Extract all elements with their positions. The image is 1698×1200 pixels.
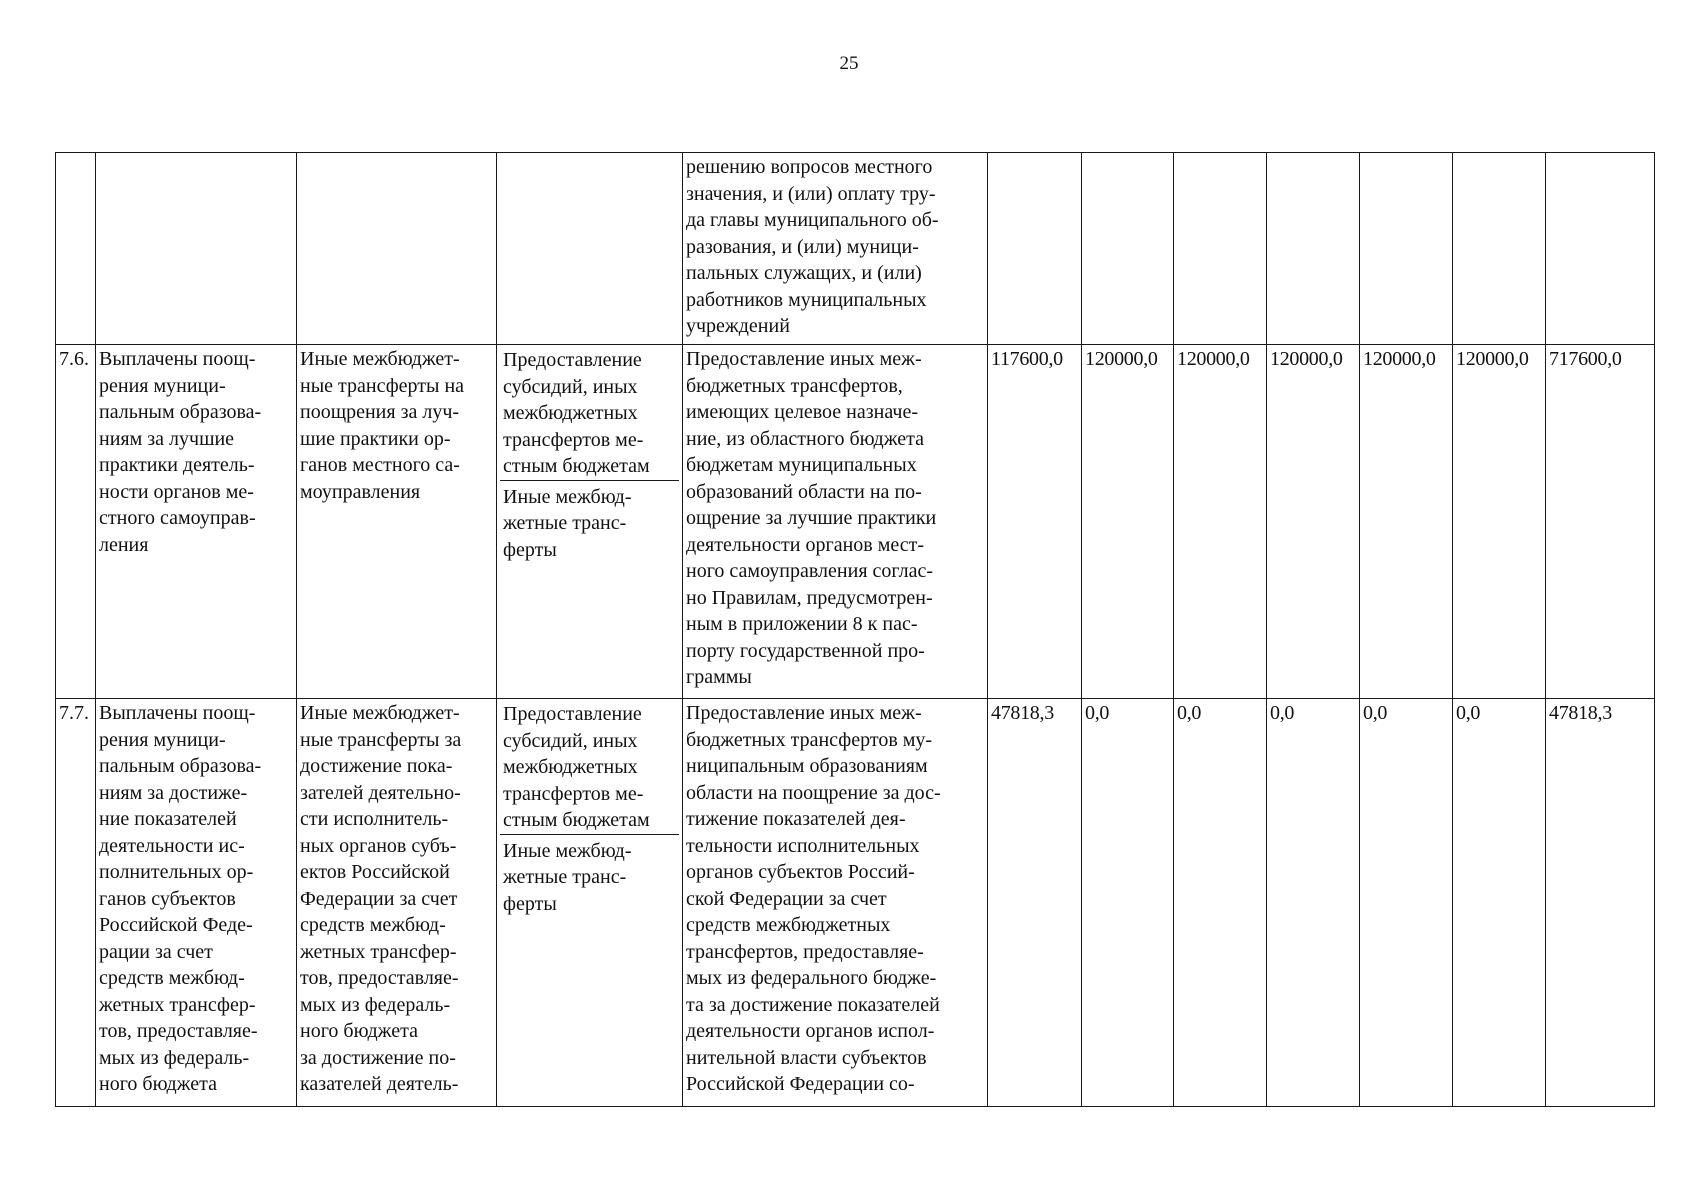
description-cell: Предоставление иных меж- бюджетных трансфертов му- ниципальным образованиям области на поощрение за дос- тижение показателей дея- тельности исполнительных органов субъектов Россий- ской Федерации за счет средств межбюджетных трансфертов, предоставляе- мых из федерального бюдже- та за достижение показателей деятельности органов испол- нительной власти субъектов Российской Федерации со-	[683, 699, 988, 1107]
value-cell: 120000,0	[1082, 345, 1174, 699]
value-cell: 117600,0	[988, 345, 1082, 699]
row-number: 7.6.	[56, 345, 96, 699]
row-number: 7.7.	[56, 699, 96, 1107]
transfer-type-cell: Иные межбюджет- ные трансферты на поощрения за луч- шие практики ор- ганов местного са- моуправления	[297, 345, 497, 699]
value-cell	[988, 153, 1082, 345]
table-row	[56, 699, 1655, 1107]
value-cell: 120000,0	[1174, 345, 1267, 699]
total-cell: 717600,0	[1546, 345, 1655, 699]
result-cell: Выплачены поощ- рения муници- пальным образова- ниям за достиже- ние показателей деятельности ис- полнительных ор- ганов субъектов Российской Феде- рации за счет средств межбюд- жетных трансфер- тов, предоставляе- мых из федераль- ного бюджета	[96, 699, 297, 1107]
expense-type-sub: Иные межбюд- жетные транс- ферты	[503, 839, 632, 915]
table-row	[56, 345, 1655, 699]
value-cell	[1174, 153, 1267, 345]
description-cell: Предоставление иных меж- бюджетных трансфертов, имеющих целевое назначе- ние, из областного бюджета бюджетам муниципальных образований области на по- ощрение за лучшие практики деятельности органов мест- ного самоуправления соглас- но Правилам, предусмотрен- ным в приложении 8 к пас- порту государственной про- граммы	[683, 345, 988, 699]
expense-type-sub: Иные межбюд- жетные транс- ферты	[503, 485, 632, 561]
expense-type-cell	[497, 699, 683, 1107]
value-cell	[1082, 153, 1174, 345]
budget-table	[55, 152, 1655, 1107]
transfer-type-cell	[297, 153, 497, 345]
value-cell: 0,0	[1453, 699, 1546, 1107]
row-number-cell	[56, 153, 96, 345]
value-cell: 120000,0	[1453, 345, 1546, 699]
page-number: 25	[839, 53, 859, 74]
value-cell	[1267, 153, 1360, 345]
expense-type-cell	[497, 345, 683, 699]
result-cell: Выплачены поощ- рения муници- пальным образова- ниям за лучшие практики деятель- ности органов ме- стного самоуправ- ления	[96, 345, 297, 699]
value-cell	[1360, 153, 1453, 345]
expense-type-main: Предоставление субсидий, иных межбюджетных трансфертов ме- стным бюджетам	[500, 346, 679, 481]
description-cell: решению вопросов местного значения, и (или) оплату тру- да главы муниципального об- разования, и (или) муници- пальных служащих, и (или) работников муниципальных учреждений	[683, 153, 988, 345]
result-cell	[96, 153, 297, 345]
value-cell: 120000,0	[1360, 345, 1453, 699]
continuation-row	[56, 153, 1655, 345]
value-cell: 120000,0	[1267, 345, 1360, 699]
value-cell: 0,0	[1174, 699, 1267, 1107]
value-cell: 0,0	[1267, 699, 1360, 1107]
value-cell: 0,0	[1082, 699, 1174, 1107]
total-cell: 47818,3	[1546, 699, 1655, 1107]
value-cell: 47818,3	[988, 699, 1082, 1107]
expense-type-cell	[497, 153, 683, 345]
value-cell	[1453, 153, 1546, 345]
transfer-type-cell: Иные межбюджет- ные трансферты за достижение пока- зателей деятельно- сти исполнитель- ных органов субъ- ектов Российской Федерации за счет средств межбюд- жетных трансфер- тов, предоставляе- мых из федераль- ного бюджета за достижение по- казателей деятель-	[297, 699, 497, 1107]
value-cell: 0,0	[1360, 699, 1453, 1107]
expense-type-main: Предоставление субсидий, иных межбюджетных трансфертов ме- стным бюджетам	[500, 700, 679, 835]
value-cell	[1546, 153, 1655, 345]
